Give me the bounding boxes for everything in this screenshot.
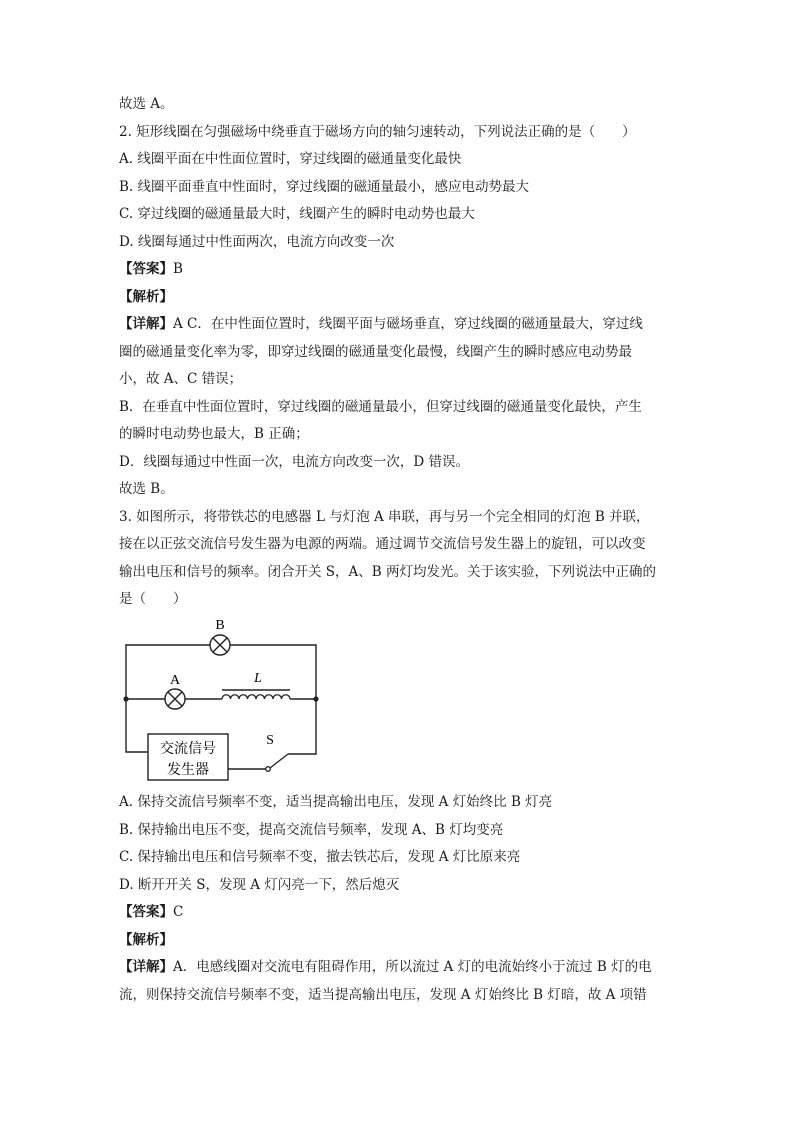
text-line: D．线圈每通过中性面一次，电流方向改变一次，D 错误。 [119,454,469,470]
signal-generator-label-line1: 交流信号 [160,742,216,757]
question-2-stem: 2. 矩形线圈在匀强磁场中绕垂直于磁场方向的轴匀速转动，下列说法正确的是（ ） [119,124,636,140]
switch-label: S [266,733,274,748]
text-line: 小，故 A、C 错误； [119,371,243,387]
text-line: 故选 B。 [119,481,174,497]
analysis-line [119,930,679,950]
question-3-stem: 3. 如图所示，将带铁芯的电感器 L 与灯泡 A 串联，再与另一个完全相同的灯泡 B 并联， [119,509,650,525]
question-3-option-c: C. 保持输出电压和信号频率不变，撤去铁芯后，发现 A 灯比原来亮 [119,849,521,865]
question-3-option-a: A. 保持交流信号频率不变，适当提高输出电压，发现 A 灯始终比 B 灯亮 [119,794,553,810]
lamp-b-icon [210,635,230,655]
analysis-tag: 【解析】 [119,932,173,948]
question-2-option-b: B. 线圈平面垂直中性面时，穿过线圈的磁通量最小，感应电动势最大 [119,179,530,195]
text-line: 故选 A。 [119,96,174,112]
lamp-a-label: A [169,673,181,688]
signal-generator-label-line2: 发生器 [167,763,209,778]
question-2-option-d: D. 线圈每通过中性面两次，电流方向改变一次 [119,234,395,250]
answer-value: C [173,904,184,920]
question-3-stem: 输出电压和信号的频率。闭合开关 S，A、B 两灯均发光。关于该实验，下列说法中正确的 [119,564,656,580]
junction-dot-right [313,696,318,701]
inductor-label: L [254,671,262,686]
explanation-text: A C．在中性面位置时，线圈平面与磁场垂直，穿过线圈的磁通量最大，穿过线 [173,316,643,332]
circuit-diagram [118,614,328,786]
analysis-line [119,287,679,307]
junction-dot-left [123,696,128,701]
question-3-stem: 接在以正弦交流信号发生器为电源的两端。通过调节交流信号发生器上的旋钮，可以改变 [119,536,646,552]
answer-tag: 【答案】 [119,904,173,920]
lamp-a-icon [165,689,185,709]
inductor-icon [222,690,290,699]
answer-line [119,259,679,279]
question-2-option-c: C. 穿过线圈的磁通量最大时，线圈产生的瞬时电动势也最大 [119,206,475,222]
answer-line [119,902,679,922]
question-3-stem: 是（ ） [119,591,187,607]
switch-icon [266,754,288,771]
question-3-option-b: B. 保持输出电压不变，提高交流信号频率，发现 A、B 灯均变亮 [119,822,504,838]
explanation-line [119,957,679,977]
lamp-b-label: B [215,618,225,633]
question-2-option-a: A. 线圈平面在中性面位置时，穿过线圈的磁通量变化最快 [119,151,462,167]
answer-tag: 【答案】 [119,261,173,277]
explanation-line [119,314,679,334]
text-line: 流，则保持交流信号频率不变，适当提高输出电压，发现 A 灯始终比 B 灯暗，故 A 项错 [119,987,647,1003]
text-line: B．在垂直中性面位置时，穿过线圈的磁通量最小，但穿过线圈的磁通量变化最快，产生 [119,399,642,415]
explanation-tag: 【详解】 [119,316,173,332]
question-3-option-d: D. 断开开关 S，发现 A 灯闪亮一下，然后熄灭 [119,877,400,893]
text-line: 的瞬时电动势也最大，B 正确； [119,426,309,442]
text-line: 圈的磁通量变化率为零，即穿过线圈的磁通量变化最慢，线圈产生的瞬时感应电动势最 [119,344,632,360]
explanation-text: A．电感线圈对交流电有阻碍作用，所以流过 A 灯的电流始终小于流过 B 灯的电 [173,959,652,975]
explanation-tag: 【详解】 [119,959,173,975]
answer-value: B [173,261,183,277]
analysis-tag: 【解析】 [119,289,173,305]
